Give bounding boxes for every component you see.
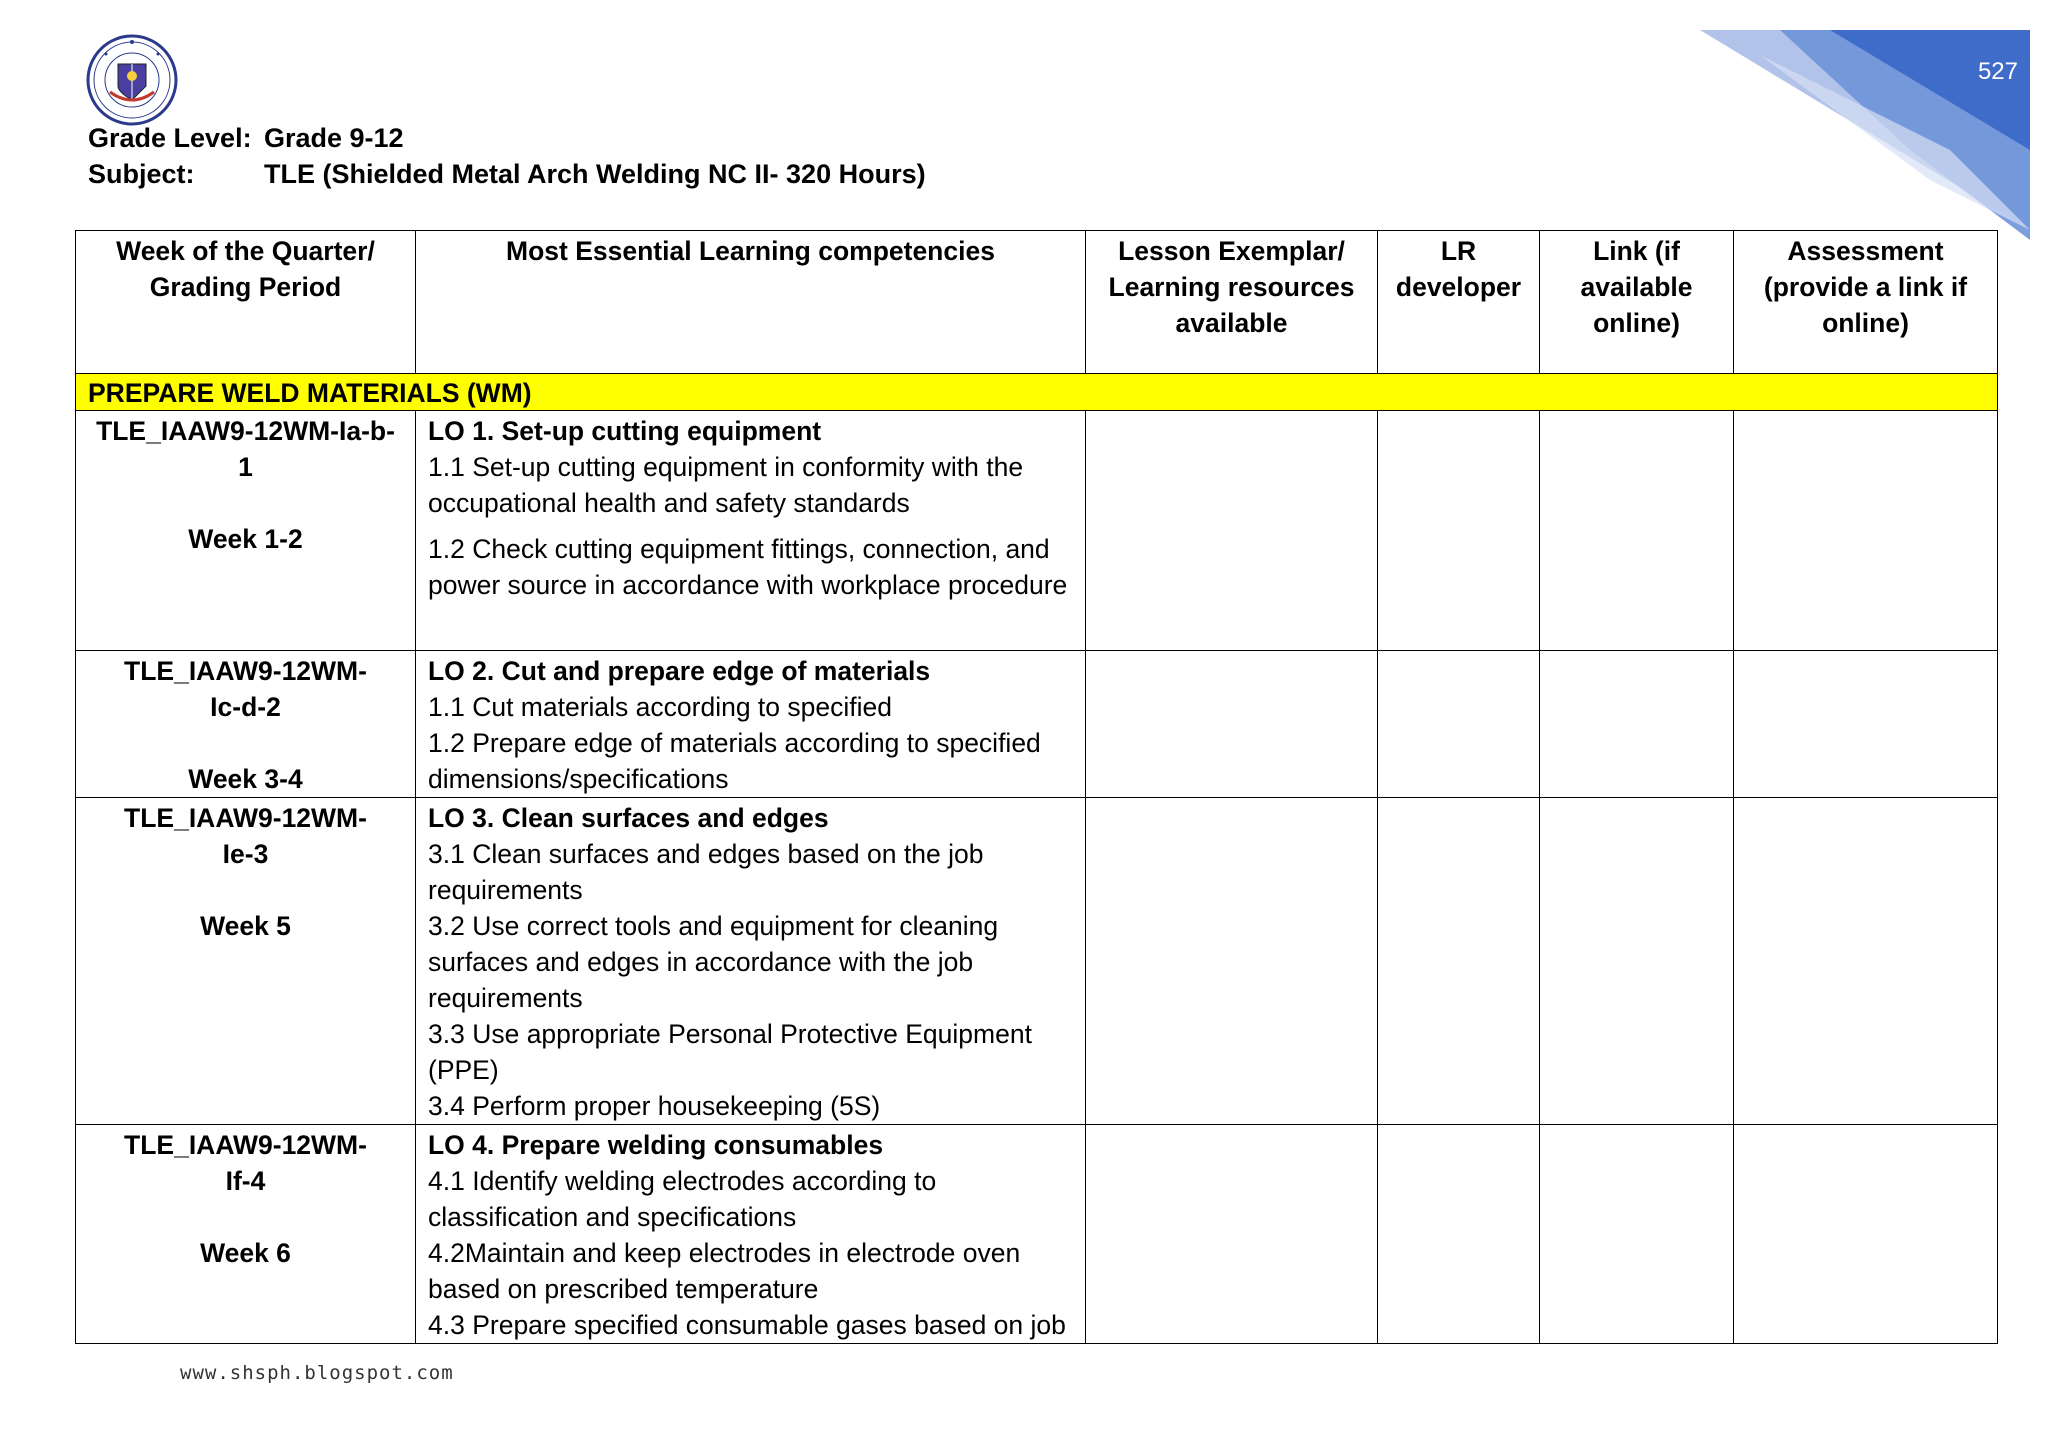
week-label: Week 3-4 (188, 764, 303, 794)
table-header-row (76, 231, 1998, 374)
header-lr-line-1: LR (1440, 236, 1477, 266)
melc-cell (416, 1125, 1086, 1344)
lr-developer-cell (1378, 1125, 1540, 1344)
competency-item: 4.3 Prepare specified consumable gases based on job (428, 1310, 1066, 1340)
page-number: 527 (1977, 58, 2018, 85)
competency-item: 4.1 Identify welding electrodes according to classification and specifications (428, 1166, 937, 1232)
week-label: Week 1-2 (188, 524, 303, 554)
competency-code-line-2: Ic-d-2 (210, 692, 281, 722)
grade-level-line (88, 123, 404, 154)
melc-cell (416, 798, 1086, 1125)
lo-title: LO 2. Cut and prepare edge of materials (428, 656, 931, 686)
competency-code-line-2: Ie-3 (222, 839, 269, 869)
header-link (1540, 231, 1734, 374)
header-melc (416, 231, 1086, 374)
header-exemplar-line-1: Lesson Exemplar/ (1118, 236, 1345, 266)
subject-label: Subject: (88, 159, 195, 189)
header-lr-developer (1378, 231, 1540, 374)
link-cell (1540, 1125, 1734, 1344)
assessment-cell (1734, 411, 1998, 651)
lr-developer-cell (1378, 798, 1540, 1125)
grade-level-value: Grade 9-12 (264, 123, 404, 153)
competency-code-line-1: TLE_IAAW9-12WM- (124, 656, 367, 686)
competency-item: 1.1 Cut materials according to specified (428, 692, 892, 722)
competency-item: 3.1 Clean surfaces and edges based on the job requirements (428, 839, 984, 905)
header-week (76, 231, 416, 374)
table-row (76, 411, 1998, 651)
subject-value: TLE (Shielded Metal Arch Welding NC II- 320 Hours) (264, 159, 926, 189)
melc-table (75, 230, 1998, 1344)
header-link-line-2: available (1580, 272, 1693, 302)
header-lr-line-2: developer (1395, 272, 1522, 302)
table-row (76, 1125, 1998, 1344)
competency-code-line-1: TLE_IAAW9-12WM- (124, 1130, 367, 1160)
header-link-line-3: online) (1593, 308, 1680, 338)
competency-item: 1.2 Prepare edge of materials according to specified dimensions/specifications (428, 728, 1041, 794)
competency-code-cell (76, 798, 416, 1125)
section-row (76, 374, 1998, 411)
header-assessment-line-3: online) (1822, 308, 1909, 338)
deped-seal-icon (86, 34, 178, 126)
competency-item: 1.2 Check cutting equipment fittings, connection, and power source in accordance with workplace procedure (428, 534, 1068, 600)
link-cell (1540, 411, 1734, 651)
assessment-cell (1734, 651, 1998, 798)
assessment-cell (1734, 1125, 1998, 1344)
header-assessment-line-2: (provide a link if (1763, 272, 1968, 302)
header-exemplar-line-3: available (1175, 308, 1288, 338)
week-label: Week 5 (200, 911, 291, 941)
exemplar-cell (1086, 798, 1378, 1125)
competency-code-line-2: 1 (238, 452, 253, 482)
competency-code-cell (76, 1125, 416, 1344)
competency-item: 3.2 Use correct tools and equipment for cleaning surfaces and edges in accordance with the job requirements (428, 911, 999, 1013)
competency-code-line-1: TLE_IAAW9-12WM-Ia-b- (96, 416, 395, 446)
lo-title: LO 1. Set-up cutting equipment (428, 416, 822, 446)
link-cell (1540, 651, 1734, 798)
subject-line (88, 159, 926, 190)
competency-item: 3.4 Perform proper housekeeping (5S) (428, 1091, 881, 1121)
header-week-line-1: Week of the Quarter/ (116, 236, 375, 266)
competency-item: 3.3 Use appropriate Personal Protective Equipment (PPE) (428, 1019, 1032, 1085)
table-row (76, 651, 1998, 798)
table-row (76, 798, 1998, 1125)
competency-code-cell (76, 411, 416, 651)
competency-code-cell (76, 651, 416, 798)
header-week-line-2: Grading Period (149, 272, 342, 302)
competency-item: 4.2Maintain and keep electrodes in electrode oven based on prescribed temperature (428, 1238, 1021, 1304)
link-cell (1540, 798, 1734, 1125)
lo-title: LO 4. Prepare welding consumables (428, 1130, 884, 1160)
exemplar-cell (1086, 411, 1378, 651)
header-link-line-1: Link (if (1593, 236, 1680, 266)
melc-cell (416, 651, 1086, 798)
header-exemplar-line-2: Learning resources (1108, 272, 1355, 302)
lo-title: LO 3. Clean surfaces and edges (428, 803, 829, 833)
competency-code-line-2: If-4 (225, 1166, 266, 1196)
competency-item: 1.1 Set-up cutting equipment in conformity with the occupational health and safety standards (428, 452, 1024, 518)
exemplar-cell (1086, 651, 1378, 798)
exemplar-cell (1086, 1125, 1378, 1344)
header-assessment-line-1: Assessment (1787, 236, 1944, 266)
assessment-cell (1734, 798, 1998, 1125)
melc-cell (416, 411, 1086, 651)
section-title: PREPARE WELD MATERIALS (WM) (76, 374, 1998, 411)
header-exemplar (1086, 231, 1378, 374)
header-assessment (1734, 231, 1998, 374)
header-melc-text: Most Essential Learning competencies (506, 236, 995, 266)
lr-developer-cell (1378, 411, 1540, 651)
footer-url[interactable]: www.shsph.blogspot.com (180, 1362, 454, 1384)
week-label: Week 6 (200, 1238, 291, 1268)
grade-level-label: Grade Level: (88, 123, 252, 153)
lr-developer-cell (1378, 651, 1540, 798)
competency-code-line-1: TLE_IAAW9-12WM- (124, 803, 367, 833)
